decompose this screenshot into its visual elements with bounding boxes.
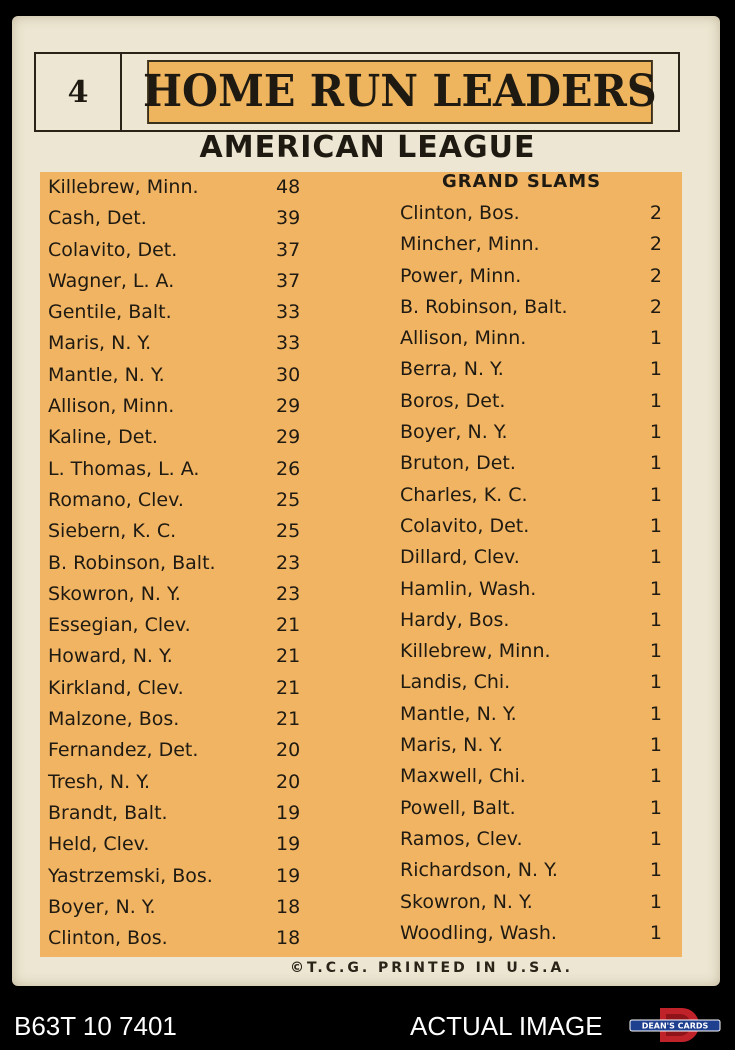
grand-slam-count: 1 bbox=[649, 327, 662, 350]
grand-slam-count: 1 bbox=[649, 608, 662, 631]
home-run-count: 39 bbox=[276, 207, 301, 230]
home-run-leader-row bbox=[48, 641, 338, 672]
home-run-count: 19 bbox=[276, 801, 301, 824]
player-name: Killebrew, Minn. bbox=[48, 176, 199, 198]
grand-slam-row bbox=[400, 448, 662, 479]
home-run-leader-row bbox=[48, 172, 338, 203]
player-name: Charles, K. C. bbox=[400, 483, 528, 506]
grand-slam-row bbox=[400, 417, 662, 448]
home-run-count: 29 bbox=[276, 395, 301, 418]
home-run-count: 25 bbox=[276, 488, 301, 511]
grand-slam-count: 1 bbox=[649, 514, 662, 537]
player-name: Boros, Det. bbox=[400, 389, 506, 412]
player-name: Skowron, N. Y. bbox=[48, 582, 181, 605]
grand-slam-row bbox=[400, 261, 662, 292]
home-run-count: 19 bbox=[276, 833, 301, 856]
home-run-count: 21 bbox=[276, 708, 301, 731]
grand-slam-count: 1 bbox=[649, 640, 662, 663]
player-name: Hardy, Bos. bbox=[400, 608, 510, 631]
player-name: Held, Clev. bbox=[48, 833, 150, 856]
grand-slam-row bbox=[400, 292, 662, 323]
printed-credit: ©T.C.G. PRINTED IN U.S.A. bbox=[290, 960, 573, 976]
home-run-count: 21 bbox=[276, 645, 301, 668]
grand-slam-count: 1 bbox=[649, 358, 662, 381]
player-name: Mantle, N. Y. bbox=[400, 702, 517, 725]
player-name: Boyer, N. Y. bbox=[48, 895, 156, 918]
player-name: Landis, Chi. bbox=[400, 671, 511, 694]
home-run-leader-row bbox=[48, 829, 338, 860]
home-run-count: 26 bbox=[276, 457, 301, 480]
grand-slam-count: 1 bbox=[649, 671, 662, 694]
card-title: HOME RUN LEADERS bbox=[147, 60, 652, 125]
grand-slam-count: 1 bbox=[649, 765, 662, 788]
logo-text: DEAN'S CARDS bbox=[641, 1021, 709, 1031]
home-run-leader-row bbox=[48, 704, 338, 735]
player-name: Power, Minn. bbox=[400, 264, 522, 287]
card-header bbox=[34, 52, 680, 132]
grand-slam-row bbox=[400, 386, 662, 417]
player-name: Skowron, N. Y. bbox=[400, 890, 533, 913]
grand-slam-count: 1 bbox=[649, 421, 662, 444]
actual-image-label: ACTUAL IMAGE bbox=[410, 1011, 603, 1041]
grand-slam-row bbox=[400, 855, 662, 886]
grand-slam-row bbox=[400, 730, 662, 761]
grand-slam-row bbox=[400, 605, 662, 636]
home-run-leader-row bbox=[48, 548, 338, 579]
player-name: Woodling, Wash. bbox=[400, 921, 557, 944]
grand-slam-count: 1 bbox=[649, 389, 662, 412]
home-run-leader-row bbox=[48, 454, 338, 485]
home-run-leader-row bbox=[48, 861, 338, 892]
home-run-count: 23 bbox=[276, 582, 301, 605]
player-name: Malzone, Bos. bbox=[48, 708, 180, 731]
grand-slam-row bbox=[400, 761, 662, 792]
grand-slam-row bbox=[400, 667, 662, 698]
home-run-count: 20 bbox=[276, 739, 301, 762]
player-name: Essegian, Clev. bbox=[48, 614, 191, 637]
grand-slam-row bbox=[400, 699, 662, 730]
player-name: Powell, Balt. bbox=[400, 796, 516, 819]
grand-slam-count: 1 bbox=[649, 796, 662, 819]
player-name: B. Robinson, Balt. bbox=[48, 551, 216, 574]
home-run-leader-row bbox=[48, 422, 338, 453]
home-run-count: 20 bbox=[276, 770, 301, 793]
player-name: Maris, N. Y. bbox=[400, 734, 504, 757]
grand-slam-row bbox=[400, 480, 662, 511]
grand-slam-count: 1 bbox=[649, 890, 662, 913]
player-name: Howard, N. Y. bbox=[48, 645, 173, 668]
home-run-leader-row bbox=[48, 610, 338, 641]
grand-slam-count: 2 bbox=[649, 264, 662, 287]
home-run-leader-row bbox=[48, 328, 338, 359]
home-run-leader-row bbox=[48, 892, 338, 923]
grand-slam-row bbox=[400, 824, 662, 855]
grand-slam-count: 1 bbox=[649, 827, 662, 850]
home-run-count: 21 bbox=[276, 676, 301, 699]
home-run-leader-row bbox=[48, 798, 338, 829]
player-name: Kirkland, Clev. bbox=[48, 676, 184, 699]
player-name: Cash, Det. bbox=[48, 207, 147, 230]
player-name: Yastrzemski, Bos. bbox=[48, 864, 213, 887]
grand-slam-row bbox=[400, 229, 662, 260]
home-run-leader-row bbox=[48, 579, 338, 610]
player-name: Tresh, N. Y. bbox=[48, 770, 151, 793]
grand-slams-heading: GRAND SLAMS bbox=[442, 171, 602, 192]
grand-slam-count: 2 bbox=[649, 295, 662, 318]
player-name: Romano, Clev. bbox=[48, 488, 184, 511]
grand-slam-row bbox=[400, 636, 662, 667]
player-name: Clinton, Bos. bbox=[48, 927, 168, 950]
league-heading: AMERICAN LEAGUE bbox=[199, 130, 536, 165]
grand-slams-list bbox=[400, 198, 662, 949]
player-name: Colavito, Det. bbox=[48, 238, 178, 261]
home-run-count: 23 bbox=[276, 551, 301, 574]
card-number: 4 bbox=[36, 54, 122, 130]
grand-slam-row bbox=[400, 574, 662, 605]
grand-slam-count: 2 bbox=[649, 202, 662, 224]
home-run-leader-row bbox=[48, 203, 338, 234]
grand-slam-row bbox=[400, 511, 662, 542]
home-run-leaders-list bbox=[48, 172, 338, 954]
player-name: L. Thomas, L. A. bbox=[48, 457, 200, 480]
grand-slam-row bbox=[400, 354, 662, 385]
grand-slam-count: 1 bbox=[649, 483, 662, 506]
home-run-count: 18 bbox=[276, 895, 301, 918]
player-name: Allison, Minn. bbox=[48, 395, 175, 418]
home-run-leader-row bbox=[48, 923, 338, 954]
player-name: Hamlin, Wash. bbox=[400, 577, 537, 600]
player-name: Boyer, N. Y. bbox=[400, 421, 508, 444]
player-name: Gentile, Balt. bbox=[48, 301, 172, 324]
grand-slam-count: 1 bbox=[649, 921, 662, 944]
grand-slam-count: 1 bbox=[649, 734, 662, 757]
player-name: Mincher, Minn. bbox=[400, 233, 540, 256]
player-name: Killebrew, Minn. bbox=[400, 640, 551, 663]
grand-slam-count: 1 bbox=[649, 859, 662, 882]
grand-slam-count: 1 bbox=[649, 452, 662, 475]
home-run-count: 21 bbox=[276, 614, 301, 637]
home-run-count: 29 bbox=[276, 426, 301, 449]
home-run-leader-row bbox=[48, 297, 338, 328]
player-name: Dillard, Clev. bbox=[400, 546, 520, 569]
player-name: Wagner, L. A. bbox=[48, 269, 175, 292]
home-run-count: 33 bbox=[276, 332, 301, 355]
player-name: B. Robinson, Balt. bbox=[400, 295, 568, 318]
player-name: Maris, N. Y. bbox=[48, 332, 152, 355]
player-name: Bruton, Det. bbox=[400, 452, 516, 475]
grand-slam-count: 2 bbox=[649, 233, 662, 256]
player-name: Mantle, N. Y. bbox=[48, 363, 165, 386]
player-name: Richardson, N. Y. bbox=[400, 859, 558, 882]
home-run-leader-row bbox=[48, 266, 338, 297]
player-name: Clinton, Bos. bbox=[400, 202, 520, 224]
home-run-count: 37 bbox=[276, 238, 301, 261]
home-run-count: 37 bbox=[276, 269, 301, 292]
deans-cards-logo bbox=[628, 1006, 722, 1044]
home-run-count: 18 bbox=[276, 927, 301, 950]
home-run-leader-row bbox=[48, 360, 338, 391]
grand-slam-row bbox=[400, 542, 662, 573]
player-name: Maxwell, Chi. bbox=[400, 765, 526, 788]
home-run-count: 19 bbox=[276, 864, 301, 887]
player-name: Brandt, Balt. bbox=[48, 801, 168, 824]
home-run-leader-row bbox=[48, 485, 338, 516]
player-name: Berra, N. Y. bbox=[400, 358, 504, 381]
player-name: Ramos, Clev. bbox=[400, 827, 523, 850]
home-run-count: 25 bbox=[276, 520, 301, 543]
player-name: Siebern, K. C. bbox=[48, 520, 177, 543]
title-box bbox=[122, 54, 678, 130]
grand-slam-count: 1 bbox=[649, 702, 662, 725]
player-name: Colavito, Det. bbox=[400, 514, 530, 537]
grand-slam-row bbox=[400, 198, 662, 229]
grand-slam-row bbox=[400, 323, 662, 354]
home-run-leader-row bbox=[48, 516, 338, 547]
grand-slam-row bbox=[400, 887, 662, 918]
player-name: Allison, Minn. bbox=[400, 327, 527, 350]
grand-slam-count: 1 bbox=[649, 546, 662, 569]
home-run-leader-row bbox=[48, 735, 338, 766]
grand-slam-count: 1 bbox=[649, 577, 662, 600]
home-run-count: 33 bbox=[276, 301, 301, 324]
player-name: Fernandez, Det. bbox=[48, 739, 199, 762]
grand-slam-row bbox=[400, 918, 662, 949]
home-run-leader-row bbox=[48, 767, 338, 798]
catalog-id: B63T 10 7401 bbox=[14, 1011, 177, 1041]
home-run-leader-row bbox=[48, 391, 338, 422]
home-run-leader-row bbox=[48, 673, 338, 704]
home-run-count: 48 bbox=[276, 176, 301, 198]
grand-slam-row bbox=[400, 793, 662, 824]
deans-cards-logo-icon bbox=[628, 1006, 722, 1044]
player-name: Kaline, Det. bbox=[48, 426, 158, 449]
home-run-count: 30 bbox=[276, 363, 301, 386]
home-run-leader-row bbox=[48, 235, 338, 266]
